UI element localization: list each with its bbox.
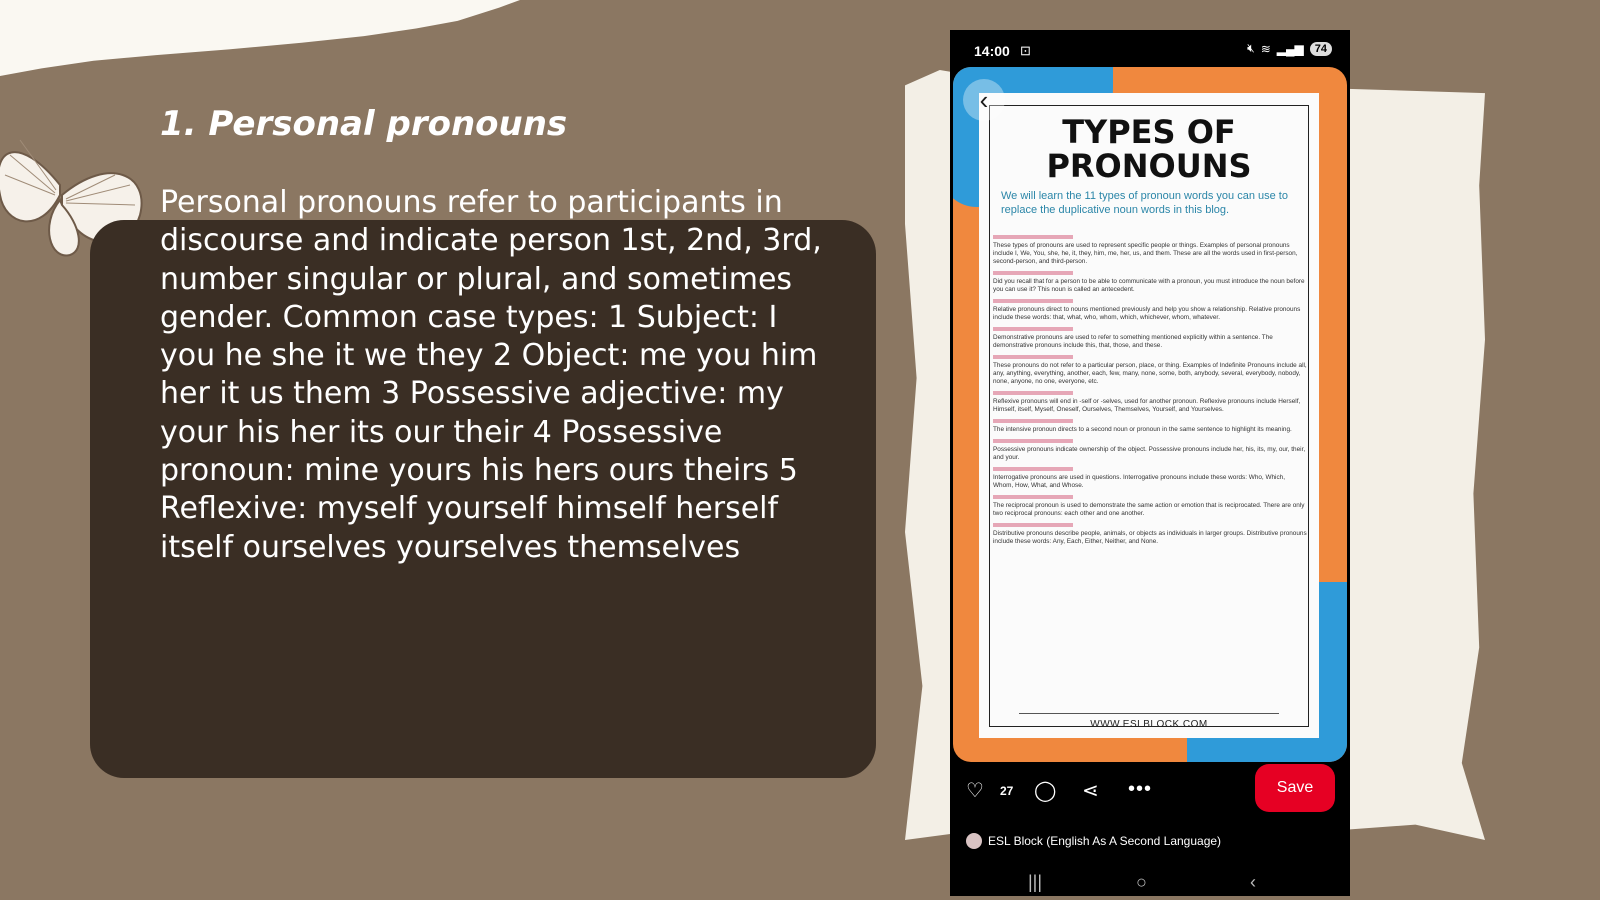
android-nav-bar (950, 868, 1350, 896)
status-time: 14:00 (974, 43, 1010, 59)
recent-apps-icon[interactable]: ||| (1028, 872, 1043, 892)
back-icon[interactable]: ‹ (1250, 872, 1256, 892)
chevron-left-icon: ‹ (979, 84, 989, 115)
section-title-bar (993, 439, 1073, 443)
section-body: The reciprocal pronoun is used to demonstrate the same action or emotion that is reciprocated. There are only two reciprocal pronouns: each other and one another. (993, 502, 1305, 517)
divider (1019, 713, 1279, 714)
list-item (993, 327, 1307, 350)
comment-icon[interactable]: ◯ (1034, 780, 1057, 802)
section-body: Reflexive pronouns will end in -self or -selves, used for another pronoun. Reflexive pronouns include Herself, Himself, itself, Myself, Oneself, Ourselves, Themselves, Yourself, and Yourselves. (993, 398, 1301, 413)
section-body: The intensive pronoun directs to a second noun or pronoun in the same sentence to highlight its meaning. (993, 426, 1292, 433)
more-icon[interactable]: ••• (1128, 778, 1153, 800)
section-title-bar (993, 327, 1073, 331)
back-button[interactable] (963, 79, 1005, 121)
mute-icon: 🔇︎ (1247, 41, 1255, 55)
wifi-icon: ≋ (1260, 41, 1271, 56)
slide-heading: 1. Personal pronouns (160, 104, 568, 144)
section-title-bar (993, 299, 1073, 303)
source-name: ESL Block (English As A Second Language) (988, 834, 1222, 848)
list-item (993, 523, 1307, 546)
section-title-bar (993, 235, 1073, 239)
save-button[interactable]: Save (1255, 764, 1335, 812)
phone-screenshot (950, 30, 1350, 896)
infographic-url: WWW.ESLBLOCK.COM (1090, 719, 1208, 730)
like-count: 27 (1000, 784, 1014, 798)
infographic-sections (993, 235, 1307, 551)
infographic-title: TYPES OF PRONOUNS (1046, 113, 1252, 185)
heart-icon[interactable]: ♡ (966, 780, 984, 802)
pin-source[interactable] (966, 833, 1221, 849)
list-item (993, 467, 1307, 490)
section-title-bar (993, 419, 1073, 423)
list-item (993, 439, 1307, 462)
section-body: Distributive pronouns describe people, animals, or objects as individuals in larger groups. Distributive pronouns include these words: Any, Each, Either, Neither, and None. (993, 530, 1307, 545)
battery-icon: 74 (1310, 42, 1332, 56)
infographic-paper (979, 93, 1319, 738)
list-item (993, 495, 1307, 518)
section-title-bar (993, 495, 1073, 499)
section-title-bar (993, 391, 1073, 395)
section-body: Relative pronouns direct to nouns mentioned previously and help you show a relationship. Relative pronouns include these words: that, what, who, whom, which, whichever, whom, whatever. (993, 306, 1301, 321)
section-body: These types of pronouns are used to represent specific people or things. Examples of personal pronouns include I, We, You, she, he, it, they, him, me, her, us, and them. These are all the words used in first-person, second-person, and third-person. (993, 242, 1298, 265)
list-item (993, 355, 1307, 386)
slide-body-text: Personal pronouns refer to participants in discourse and indicate person 1st, 2nd, 3rd, number singular or plural, and sometimes gender. Common case types: 1 Subject: I you he she it we they 2 Object: me you him her it us them 3 Possessive adjective: my your his her its our their 4 Possessive pronoun: mine yours his hers ours theirs 5 Reflexive: myself yourself himself herself itself ourselves yourselves themselves (160, 185, 822, 565)
list-item (993, 299, 1307, 322)
home-icon[interactable]: ○ (1136, 872, 1147, 892)
section-body: Did you recall that for a person to be able to communicate with a pronoun, you must introduce the noun before you can use it? This noun is called an antecedent. (993, 278, 1305, 293)
avatar (966, 833, 982, 849)
section-title-bar (993, 271, 1073, 275)
section-body: These pronouns do not refer to a particular person, place, or thing. Examples of Indefinite Pronouns include all, any, anything, everything, another, each, few, many, none, some, both, anybody, several, everybody, nobody, none, anyone, no one, everyone, etc. (993, 362, 1307, 385)
torn-paper-top (0, 0, 520, 95)
infographic-subtitle: We will learn the 11 types of pronoun words you can use to replace the duplicative noun words in this blog. (1001, 190, 1288, 216)
status-icons (1247, 41, 1332, 56)
screenshot-icon: ⊡ (1020, 43, 1031, 58)
share-icon[interactable]: ⋖ (1082, 780, 1099, 802)
status-bar (950, 30, 1350, 68)
list-item (993, 391, 1307, 414)
list-item (993, 419, 1307, 434)
list-item (993, 235, 1307, 266)
signal-icon: ▂▄▆ (1276, 41, 1304, 56)
pin-action-bar (950, 764, 1350, 824)
pin-image[interactable] (953, 67, 1347, 762)
section-body: Possessive pronouns indicate ownership of the object. Possessive pronouns include her, his, its, my, our, their, and your. (993, 446, 1306, 461)
section-title-bar (993, 467, 1073, 471)
list-item (993, 271, 1307, 294)
section-body: Interrogative pronouns are used in questions. Interrogative pronouns include these words: Who, Which, Whom, How, What, and Whose. (993, 474, 1286, 489)
section-title-bar (993, 523, 1073, 527)
section-title-bar (993, 355, 1073, 359)
section-body: Demonstrative pronouns are used to refer to something mentioned explicitly within a sentence. The demonstrative pronouns include this, that, those, and these. (993, 334, 1273, 349)
